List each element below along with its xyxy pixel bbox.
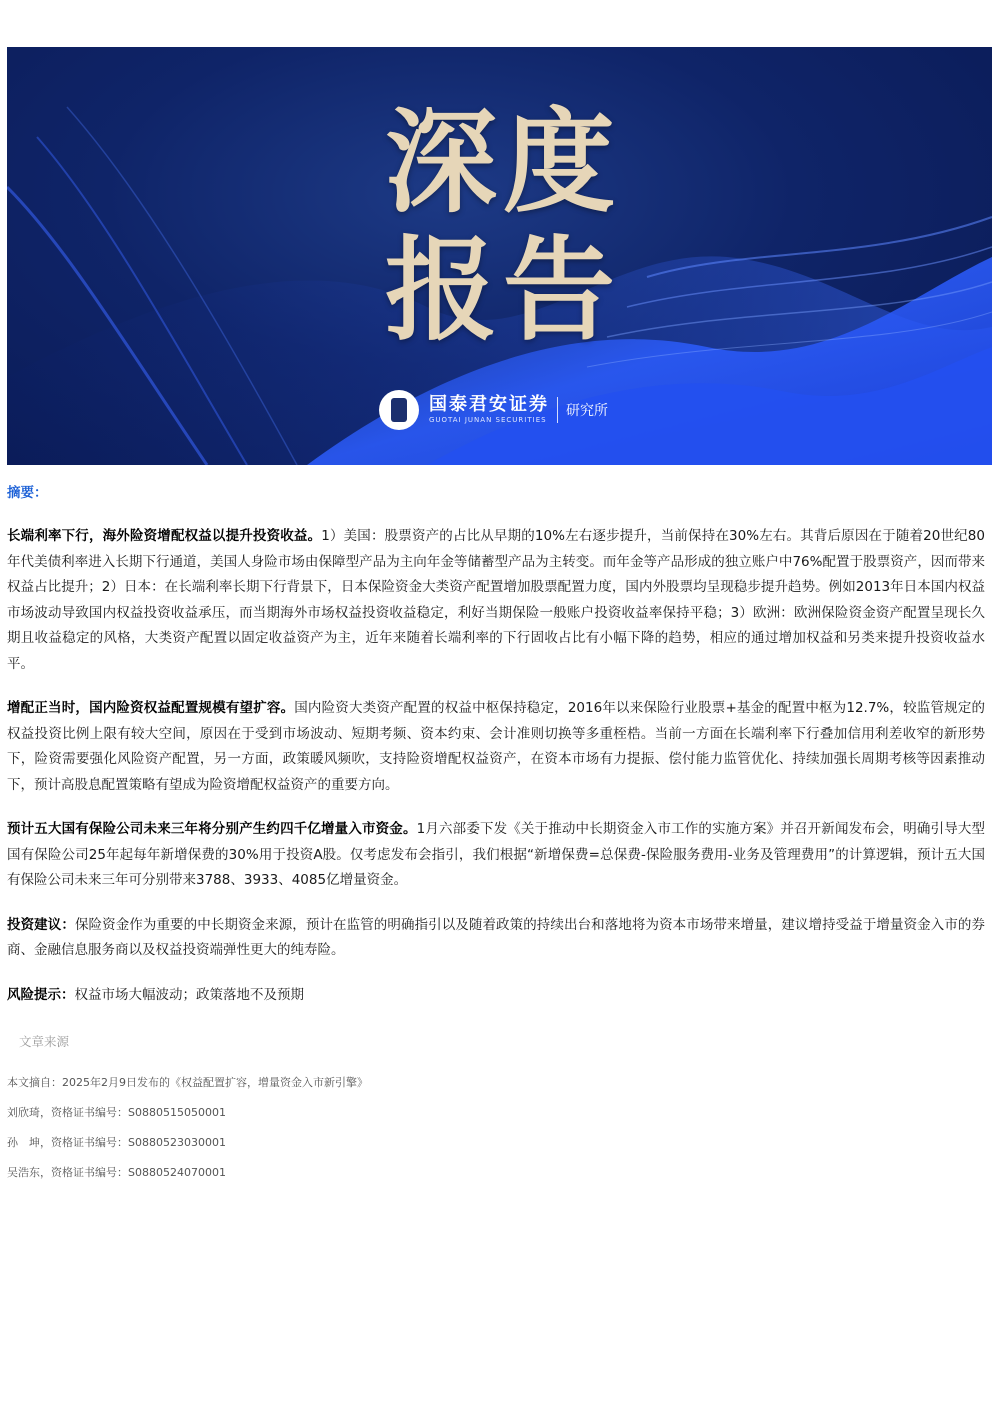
banner-title-line1: 深度	[385, 97, 621, 228]
author-line: 孙 坤，资格证书编号：S0880523030001	[7, 1136, 226, 1149]
paragraph-domestic	[7, 696, 985, 798]
company-logo-icon	[379, 390, 419, 430]
report-banner	[7, 47, 992, 465]
paragraph-state-insurers	[7, 817, 985, 894]
paragraph-investment-advice	[7, 913, 985, 964]
logo-subtitle: 研究所	[566, 403, 608, 419]
author-line: 吴浩东，资格证书编号：S0880524070001	[7, 1166, 226, 1179]
source-heading: 文章来源	[19, 1034, 70, 1049]
source-excerpt: 本文摘自：2025年2月9日发布的《权益配置扩容，增量资金入市新引擎》	[7, 1076, 368, 1089]
paragraph-lead: 风险提示：	[7, 986, 75, 1003]
banner-title	[385, 99, 635, 355]
paragraph-body: 1）美国：股票资产的占比从早期的10%左右逐步提升，当前保持在30%左右。其背后原因在于随着20世纪80年代美债利率进入长期下行通道，美国人身险市场由保障型产品为主向年金等储蓄型产品为主转变。而年金等产品形成的独立账户中76%配置于股票资产，因而带来权益占比提升；2）日本：在长端利率长期下行背景下，日本保险资金大类资产配置增加股票配置力度，国内外股票均呈现稳步提升趋势。例如2013年日本国内权益市场波动导致国内权益投资收益承压，而当期海外市场权益投资收益稳定，利好当期保险一般账户投资收益率保持平稳；3）欧洲：欧洲保险资金资产配置呈现长久期且收益稳定的风格，大类资产配置以固定收益资产为主，近年来随着长端利率的下行固收占比有小幅下降的趋势，相应的通过增加权益和另类来提升投资收益水平。	[7, 528, 985, 672]
abstract-heading: 摘要：	[7, 485, 48, 501]
paragraph-lead: 预计五大国有保险公司未来三年将分别产生约四千亿增量入市资金。	[7, 821, 417, 837]
logo-name-cn: 国泰君安证券	[429, 394, 549, 415]
paragraph-lead: 长端利率下行，海外险资增配权益以提升投资收益。	[7, 528, 322, 544]
paragraph-overseas	[7, 524, 985, 677]
paragraph-risk-warning	[7, 983, 985, 1009]
paragraph-body: 国内险资大类资产配置的权益中枢保持稳定，2016年以来保险行业股票+基金的配置中枢为12.7%，较监管规定的权益投资比例上限有较大空间，原因在于受到市场波动、短期考频、资本约束、会计准则切换等多重桎梏。当前一方面在长端利率下行叠加信用利差收窄的新形势下，险资需要强化风险资产配置，另一方面，政策暖风频吹，支持险资增配权益资产，在资本市场有力提振、偿付能力监管优化、持续加强长周期考核等因素推动下，预计高股息配置策略有望成为险资增配权益资产的重要方向。	[7, 700, 985, 793]
banner-title-line2: 报告	[385, 225, 621, 356]
paragraph-body: 权益市场大幅波动；政策落地不及预期	[74, 986, 304, 1003]
logo-divider	[557, 397, 558, 423]
company-logo	[379, 390, 608, 430]
paragraph-lead: 增配正当时，国内险资权益配置规模有望扩容。	[7, 700, 295, 716]
author-line: 刘欣琦，资格证书编号：S0880515050001	[7, 1106, 226, 1119]
logo-name-en: GUOTAI JUNAN SECURITIES	[429, 416, 547, 424]
paragraph-body: 1月六部委下发《关于推动中长期资金入市工作的实施方案》并召开新闻发布会，明确引导大型国有保险公司25年起每年新增保费的30%用于投资A股。仅考虑发布会指引，我们根据“新增保费=总保费-保险服务费用-业务及管理费用”的计算逻辑，预计五大国有保险公司未来三年可分别带来3788、3933、4085亿增量资金。	[7, 821, 985, 888]
paragraph-lead: 投资建议：	[7, 916, 75, 933]
paragraph-body: 保险资金作为重要的中长期资金来源，预计在监管的明确指引以及随着政策的持续出台和落地将为资本市场带来增量，建议增持受益于增量资金入市的券商、金融信息服务商以及权益投资端弹性更大的纯寿险。	[7, 916, 986, 958]
article-body	[7, 482, 985, 1188]
